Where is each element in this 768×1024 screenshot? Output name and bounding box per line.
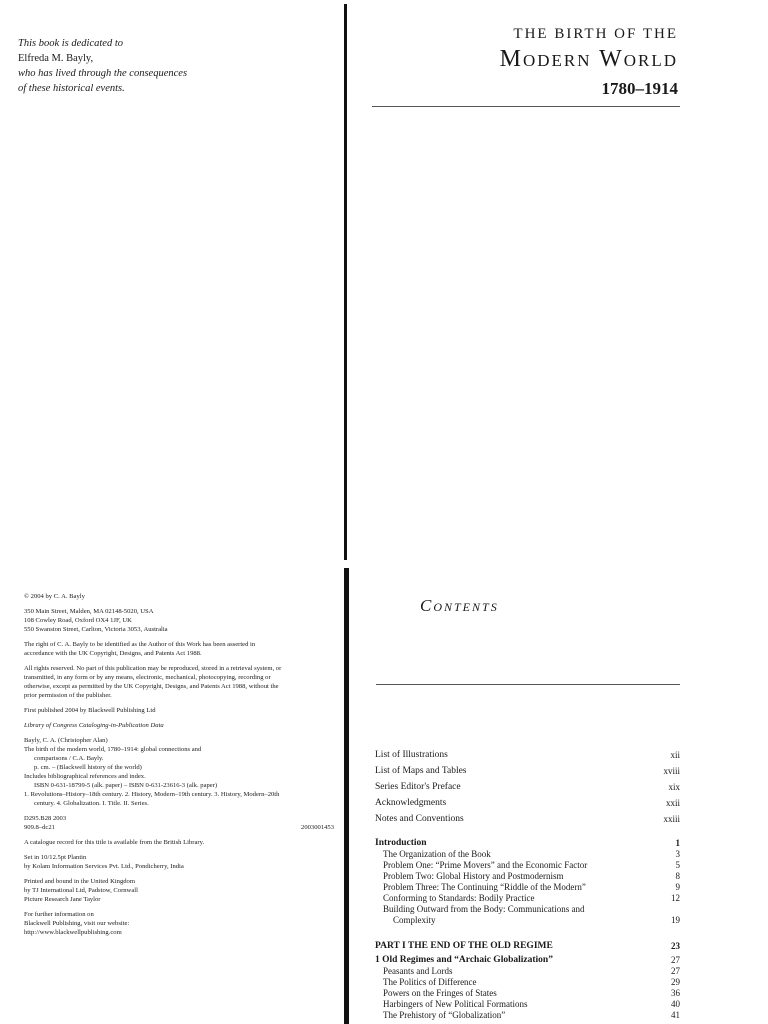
toc-page: 9 [675, 882, 680, 892]
reserved-statement: otherwise, except as permitted by the UK Copyright, Designs, and Patents Act 1988, without the [24, 683, 279, 690]
toc-page: xviii [663, 766, 680, 776]
printing-note: Printed and bound in the United Kingdom [24, 878, 135, 885]
cip-entry: Bayly, C. A. (Christopher Alan) [24, 737, 108, 744]
publisher-address: 550 Swanston Street, Carlton, Victoria 3053, Australia [24, 626, 168, 633]
dedication-line: of these historical events. [18, 83, 125, 94]
toc-page: 23 [671, 941, 680, 951]
toc-entry-section[interactable] [375, 859, 680, 870]
first-published: First published 2004 by Blackwell Publishing Ltd [24, 707, 156, 714]
toc-label: Notes and Conventions [375, 814, 464, 824]
contents-heading: Contents [420, 596, 499, 615]
contents-divider [376, 684, 680, 685]
toc-label: Problem One: “Prime Movers” and the Economic Factor [383, 860, 588, 870]
toc-page: 41 [671, 1010, 680, 1020]
toc-entry-front-matter[interactable] [375, 760, 680, 776]
toc-page: xxiii [663, 814, 680, 824]
cip-entry: ISBN 0-631-18799-5 (alk. paper) – ISBN 0-631-23616-3 (alk. paper) [34, 782, 218, 789]
toc-page: 19 [671, 915, 680, 925]
typesetting-note: Set in 10/12.5pt Plantin [24, 854, 87, 861]
printing-note: Picture Research Jane Taylor [24, 896, 101, 903]
toc-entry-front-matter[interactable] [375, 744, 680, 760]
toc-label: Problem Two: Global History and Postmodernism [383, 871, 564, 881]
toc-label: The Politics of Difference [383, 977, 477, 987]
dedication-name: Elfreda M. Bayly, [18, 53, 94, 64]
page-gutter-bottom [344, 568, 349, 1024]
toc-entry-front-matter[interactable] [375, 792, 680, 808]
toc-label: List of Maps and Tables [375, 766, 467, 776]
cip-entry: Includes bibliographical references and index. [24, 773, 146, 780]
copyright-block [24, 592, 334, 943]
cip-entry: century. 4. Globalization. I. Title. II. Series. [34, 800, 149, 807]
toc-label: The Prehistory of “Globalization” [383, 1010, 506, 1020]
reserved-statement: transmitted, in any form or by any means, electronic, mechanical, photocopying, recording or [24, 674, 271, 681]
rights-statement: The right of C. A. Bayly to be identified as the Author of this Work has been asserted in [24, 641, 256, 648]
toc-label: The Organization of the Book [383, 849, 491, 859]
toc-entry-section[interactable] [375, 998, 680, 1009]
toc-label: Peasants and Lords [383, 966, 453, 976]
toc-label: Series Editor's Preface [375, 782, 461, 792]
toc-page: xii [670, 750, 680, 760]
toc-label: Complexity [393, 915, 436, 925]
toc-entry-front-matter[interactable] [375, 776, 680, 792]
publisher-website: http://www.blackwellpublishing.com [24, 929, 122, 936]
reserved-statement: All rights reserved. No part of this publication may be reproduced, stored in a retrieval system, or [24, 665, 282, 672]
toc-entry-front-matter[interactable] [375, 808, 680, 824]
title-years: 1780–1914 [601, 79, 678, 98]
title-line-1: THE BIRTH OF THE [513, 26, 678, 42]
rights-statement: accordance with the UK Copyright, Designs, and Patents Act 1988. [24, 650, 202, 657]
toc-entry-section[interactable] [375, 892, 680, 903]
book-title [358, 26, 678, 99]
toc-entry-section[interactable] [375, 870, 680, 881]
copyright-notice: © 2004 by C. A. Bayly [24, 593, 85, 600]
cip-entry: The birth of the modern world, 1780–1914: global connections and [24, 746, 202, 753]
classification: D295.B28 2003 [24, 815, 67, 822]
toc-entry-section[interactable] [375, 848, 680, 859]
typesetting-note: by Kolam Information Services Pvt. Ltd., Pondicherry, India [24, 863, 184, 870]
title-line-2: Modern World [499, 46, 678, 72]
toc-entry-section[interactable] [375, 965, 680, 976]
toc-label: 1 Old Regimes and “Archaic Globalization” [375, 955, 553, 965]
loc-heading: Library of Congress Cataloging-in-Publication Data [24, 722, 164, 729]
toc-entry-introduction[interactable] [375, 830, 680, 848]
toc-label: PART I THE END OF THE OLD REGIME [375, 941, 553, 951]
publisher-address: 108 Cowley Road, Oxford OX4 1JF, UK [24, 617, 132, 624]
publisher-address: 350 Main Street, Malden, MA 02148-5020, USA [24, 608, 154, 615]
cip-entry: p. cm. – (Blackwell history of the world) [34, 764, 142, 771]
british-library-note: A catalogue record for this title is available from the British Library. [24, 839, 205, 846]
toc-page: xix [668, 782, 680, 792]
reserved-statement: prior permission of the publisher. [24, 692, 112, 699]
toc-label: List of Illustrations [375, 750, 448, 760]
toc-label: Powers on the Fringes of States [383, 988, 497, 998]
toc-entry-part-1[interactable] [375, 935, 680, 951]
toc-entry-chapter-1[interactable] [375, 953, 680, 965]
toc-page: xxii [665, 798, 680, 808]
dedication-line: This book is dedicated to [18, 38, 123, 49]
toc-label: Acknowledgments [375, 798, 447, 808]
toc-entry-section[interactable] [375, 976, 680, 987]
toc-page: 8 [675, 871, 680, 881]
toc-page: 36 [671, 988, 680, 998]
toc-page: 27 [671, 966, 680, 976]
toc-label: Harbingers of New Political Formations [383, 999, 528, 1009]
title-divider [372, 106, 680, 107]
toc-page: 5 [675, 860, 680, 870]
toc-label: Problem Three: The Continuing “Riddle of the Modern” [383, 882, 586, 892]
toc-entry-section[interactable] [375, 881, 680, 892]
toc-page: 40 [671, 999, 680, 1009]
toc-label: Conforming to Standards: Bodily Practice [383, 893, 535, 903]
toc-page: 29 [671, 977, 680, 987]
toc-page: 1 [675, 838, 680, 848]
toc-label: Introduction [375, 838, 427, 848]
toc-label: Building Outward from the Body: Communications and [383, 904, 585, 914]
toc-page: 27 [671, 955, 680, 965]
info-note: For further information on [24, 911, 94, 918]
toc-page: 12 [671, 893, 680, 903]
info-note: Blackwell Publishing, visit our website: [24, 920, 130, 927]
toc-entry-section[interactable] [375, 914, 680, 925]
toc-page: 3 [675, 849, 680, 859]
page-gutter-top [344, 4, 347, 560]
cip-entry: comparisons / C.A. Bayly. [34, 755, 104, 762]
toc-entry-section[interactable] [375, 903, 680, 914]
catalog-number: 2003001453 [301, 824, 334, 831]
classification: 909.8–dc21 [24, 824, 55, 831]
toc-entry-section[interactable] [375, 987, 680, 998]
dedication [18, 36, 238, 96]
table-of-contents [375, 744, 680, 1020]
dedication-line: who has lived through the consequences [18, 68, 188, 79]
printing-note: by TJ International Ltd, Padstow, Cornwall [24, 887, 138, 894]
toc-entry-section[interactable] [375, 1009, 680, 1020]
cip-entry: 1. Revolutions–History–18th century. 2. History, Modern–19th century. 3. History, Modern–20th [24, 791, 280, 798]
